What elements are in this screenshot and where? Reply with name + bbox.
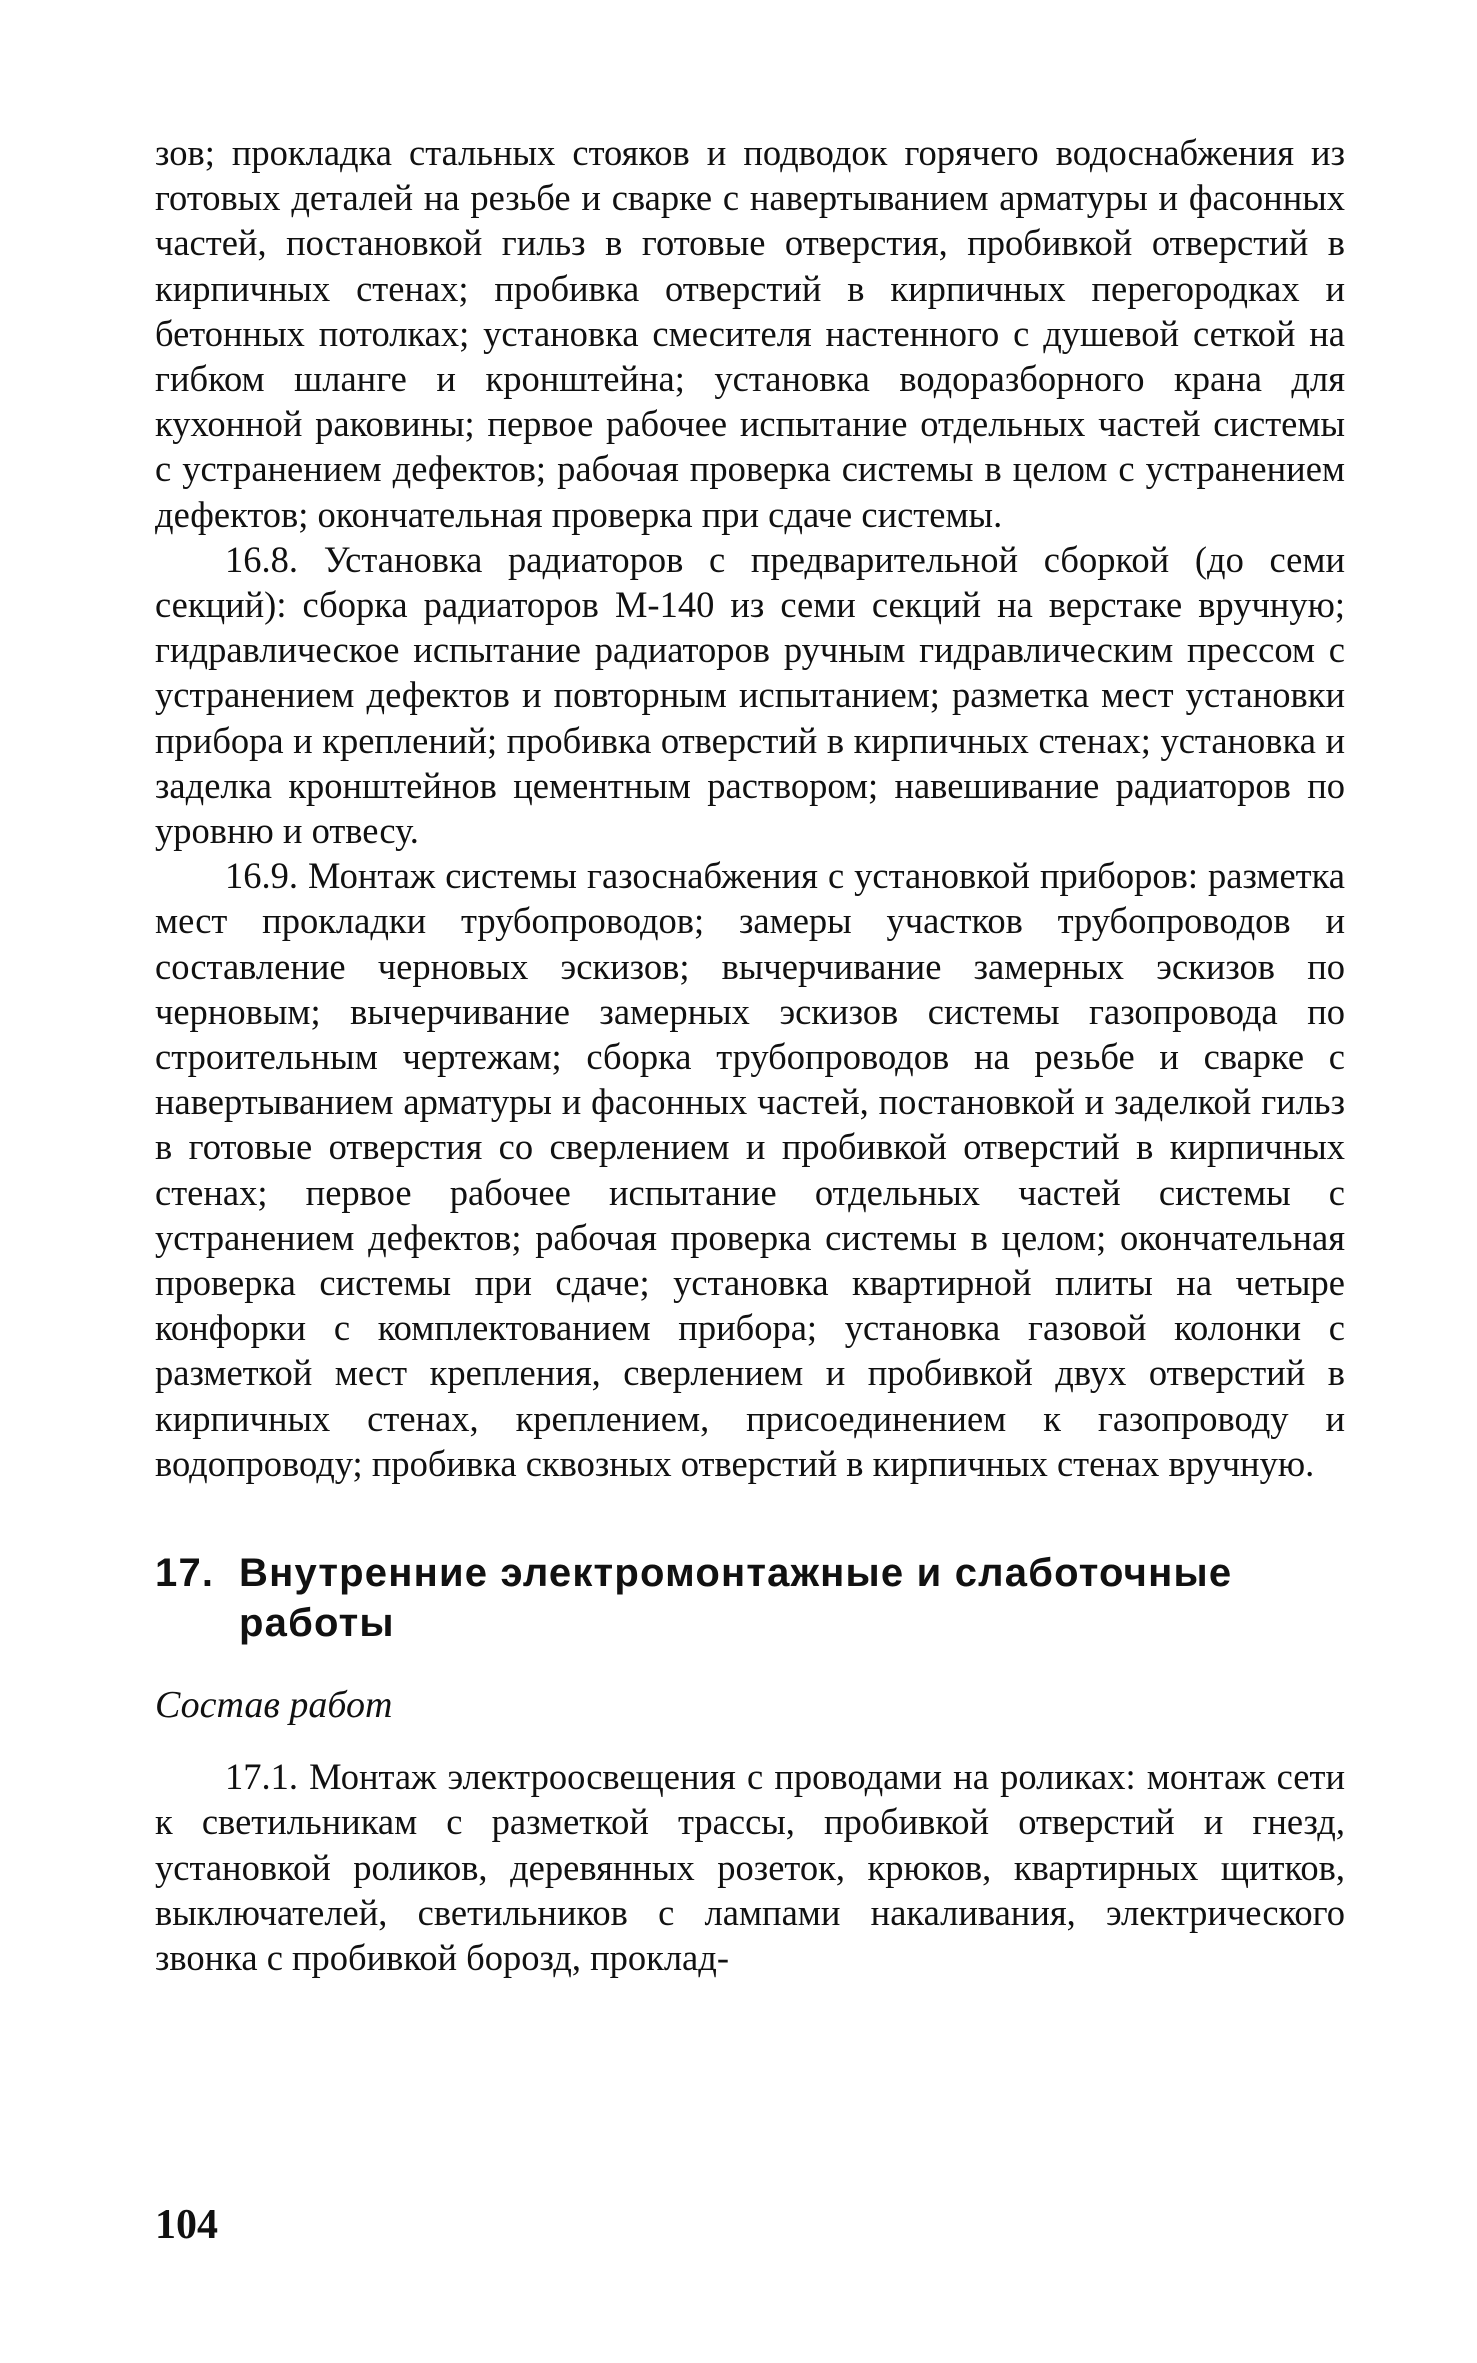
paragraph-16-9: 16.9. Монтаж системы газоснабжения с установкой приборов: разметка мест прокладки трубопроводов; замеры участков трубопроводов и составление черновых эскизов; вычерчивание замерных эскизов по черновым; вычерчивание замерных эскизов системы газопровода по строительным чертежам; сборка трубопроводов на резьбе и сварке с навертыванием арматуры и фасонных частей, постановкой и заделкой гильз в готовые отверстия со сверлением и пробивкой отверстий в кирпичных стенах; первое рабочее испытание отдельных частей системы с устранением дефектов; рабочая проверка системы в целом; окончательная проверка системы при сдаче; установка квартирной плиты на четыре конфорки с комплектованием прибора; установка газовой колонки с разметкой мест крепления, сверлением и пробивкой двух отверстий в кирпичных стенах, креплением, присоединением к газопроводу и водопроводу; пробивка сквозных отверстий в кирпичных стенах вручную. [155, 855, 1345, 1484]
document-page [155, 130, 1345, 2230]
section-heading [155, 1548, 1345, 1648]
paragraph-17-1: 17.1. Монтаж электроосвещения с проводами на роликах: монтаж сети к светильникам с разметкой трассы, пробивкой отверстий и гнезд, установкой роликов, деревянных розеток, крюков, квартирных щитков, выключателей, светильников с лампами накаливания, электрического звонка с пробивкой борозд, проклад- [155, 1756, 1345, 1978]
paragraph-16-8: 16.8. Установка радиаторов с предварительной сборкой (до семи секций): сборка радиаторов М-140 из семи секций на верстаке вручную; гидравлическое испытание радиаторов ручным гидравлическим прессом с устранением дефектов и повторным испытанием; разметка мест установки прибора и креплений; пробивка отверстий в кирпичных стенах; установка и заделка кронштейнов цементным раствором; навешивание радиаторов по уровню и отвесу. [155, 538, 1345, 852]
page-number: 104 [155, 2202, 218, 2248]
subheading: Состав работ [155, 1684, 393, 1727]
section-number: 17. [155, 1551, 215, 1596]
paragraph-continuation: зов; прокладка стальных стояков и подводок горячего водоснабжения из готовых деталей на резьбе и сварке с навертыванием арматуры и фасонных частей, постановкой гильз в готовые отверстия, пробивкой отверстий в кирпичных стенах; пробивка отверстий в кирпичных перегородках и бетонных потолках; установка смесителя настенного с душевой сеткой на гибком шланге и кронштейна; установка водоразборного крана для кухонной раковины; первое рабочее испытание отдельных частей системы с устранением дефектов; рабочая проверка системы в целом с устранением дефектов; окончательная проверка при сдаче системы. [155, 132, 1345, 535]
section-title: Внутренние электромонтажные и слаботочные работы [239, 1551, 1233, 1646]
